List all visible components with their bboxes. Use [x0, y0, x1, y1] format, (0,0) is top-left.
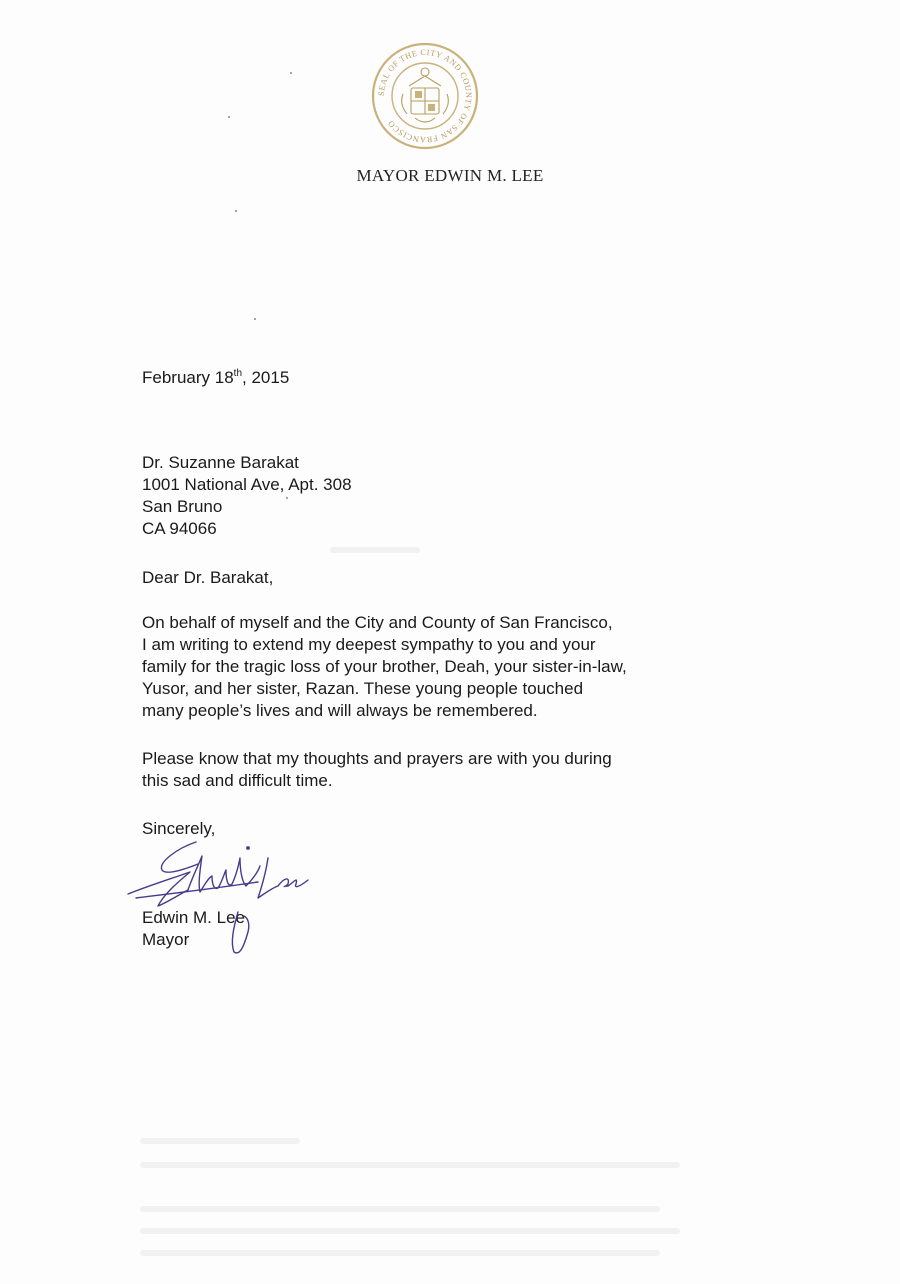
recipient-address	[142, 452, 352, 540]
signer-name: Edwin M. Lee	[142, 908, 245, 927]
recipient-name: Dr. Suzanne Barakat	[142, 453, 299, 472]
show-through-mark	[140, 1228, 680, 1234]
show-through-mark	[140, 1250, 660, 1256]
recipient-state-zip: CA 94066	[142, 519, 217, 538]
paragraph-line: Yusor, and her sister, Razan. These young people touched	[142, 679, 584, 698]
date-year: , 2015	[242, 368, 290, 387]
date-ordinal-suffix: th	[233, 368, 243, 379]
date-month-day: February 18	[142, 368, 234, 387]
salutation: Dear Dr. Barakat,	[142, 568, 274, 587]
body-paragraph-2	[142, 748, 782, 792]
paragraph-line: this sad and difficult time.	[142, 771, 333, 790]
paragraph-line: I am writing to extend my deepest sympathy to you and your	[142, 635, 596, 654]
handwritten-signature	[118, 828, 318, 963]
closing: Sincerely,	[142, 819, 216, 838]
scan-speck	[254, 318, 256, 320]
show-through-mark	[140, 1162, 680, 1168]
city-seal-icon	[371, 42, 479, 150]
show-through-mark	[140, 1206, 660, 1212]
body-paragraph-1	[142, 612, 782, 722]
paragraph-line: Please know that my thoughts and prayers are with you during	[142, 749, 612, 768]
recipient-city: San Bruno	[142, 497, 223, 516]
letter-date	[142, 367, 289, 389]
signer-title: Mayor	[142, 930, 190, 949]
seal-ring-text: SEAL OF THE CITY AND COUNTY OF SAN FRANCISCO	[376, 47, 474, 145]
scan-speck	[235, 210, 237, 212]
show-through-mark	[330, 547, 420, 553]
recipient-street: 1001 National Ave, Apt. 308	[142, 475, 352, 494]
paragraph-line: family for the tragic loss of your brother, Deah, your sister-in-law,	[142, 657, 627, 676]
scan-speck	[228, 116, 230, 118]
paragraph-line: many people’s lives and will always be remembered.	[142, 701, 538, 720]
letterhead-title: MAYOR EDWIN M. LEE	[356, 166, 544, 185]
paragraph-line: On behalf of myself and the City and County of San Francisco,	[142, 613, 613, 632]
scan-speck	[290, 72, 292, 74]
show-through-mark	[140, 1138, 300, 1144]
